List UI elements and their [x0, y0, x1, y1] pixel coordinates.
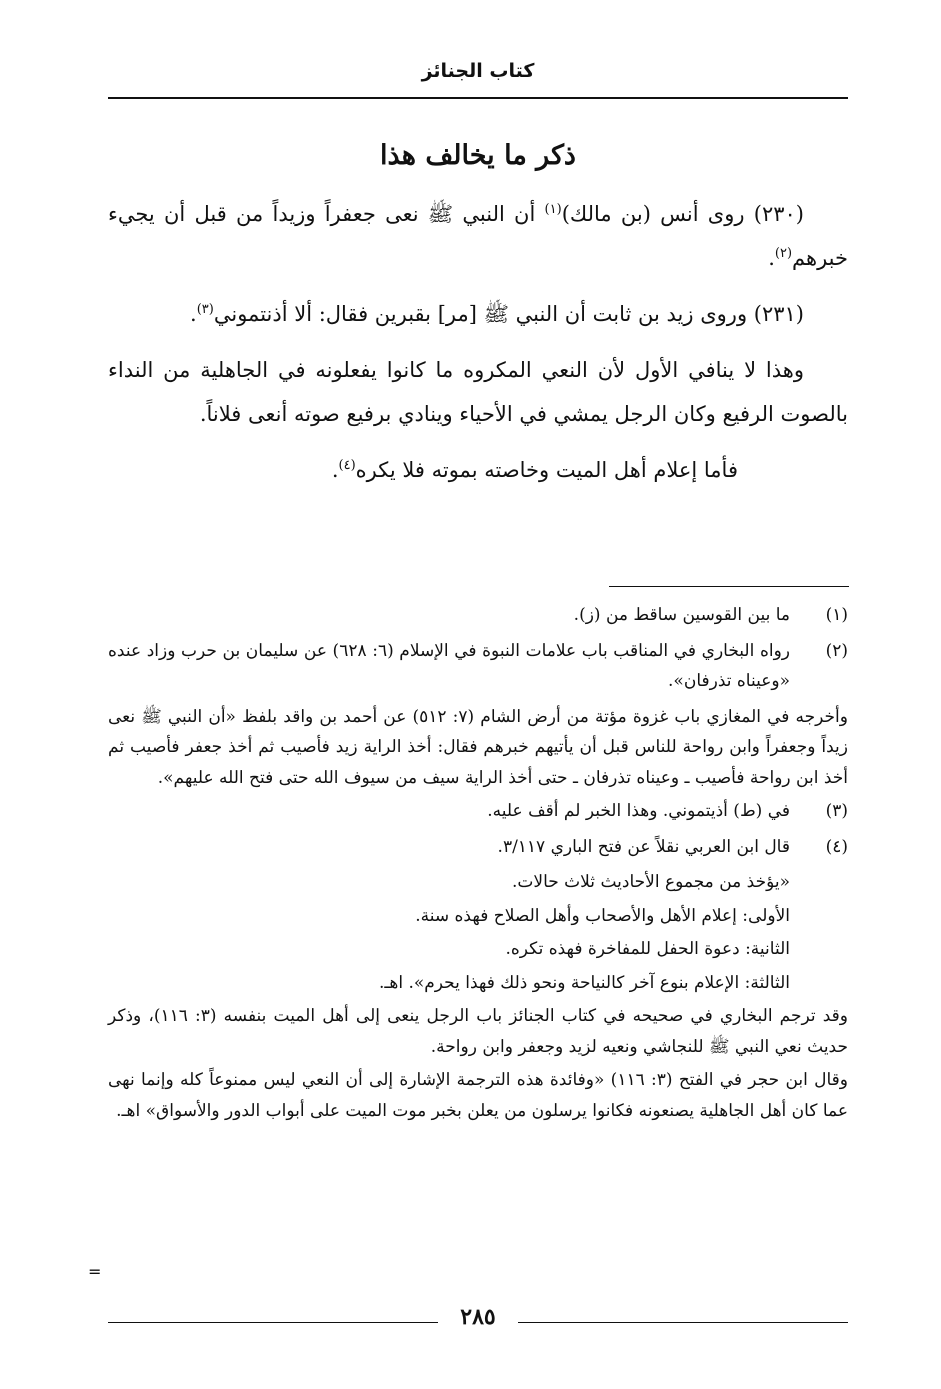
footnote-4: (٤) قال ابن العربي نقلاً عن فتح الباري ٣/١١٧.	[108, 832, 848, 866]
footnote-ref-2[interactable]: (٢)	[774, 246, 793, 261]
footnote-separator	[609, 586, 849, 587]
footnote-3: (٣) في (ط) أذيتموني. وهذا الخبر لم أقف عليه.	[108, 796, 848, 830]
footnote-number: (٣)	[825, 801, 848, 821]
footer-rule-left	[108, 1322, 438, 1323]
footnote-ref-4[interactable]: (٤)	[338, 458, 356, 473]
footer-rule-right	[518, 1322, 848, 1323]
footnote-1: (١) ما بين القوسين ساقط من (ز).	[108, 600, 848, 634]
footnote-number: (٢)	[825, 640, 848, 661]
section-title: ذكر ما يخالف هذا	[380, 140, 576, 171]
footnote-4-continuation: وقال ابن حجر في الفتح (٣: ١١٦) «وفائدة هذه الترجمة الإشارة إلى أن النعي ليس ممنوعاً كله وإنما نهى عما كان أهل الجاهلية يصنعونه فكانوا يرسلون من يعلن بخبر موت الميت على أبواب الدور والأسواق» اهـ.	[108, 1070, 849, 1121]
footnote-number: (٤)	[825, 836, 848, 857]
footnote-4-line: الأولى: إعلام الأهل والأصحاب وأهل الصلاح فهذه سنة.	[415, 905, 790, 926]
footnote-4-line: الثالثة: الإعلام بنوع آخر كالنياحة ونحو ذلك فهذا يحرم». اهـ.	[378, 972, 790, 993]
footnote-ref-3[interactable]: (٣)	[196, 302, 214, 317]
continuation-mark: =	[88, 1262, 102, 1281]
footnote-2: (٢) رواه البخاري في المناقب باب علامات النبوة في الإسلام (٦: ٦٢٨) عن سليمان بن حرب وزاد عنده «وعيناه تذرفان».	[108, 636, 848, 700]
running-head: كتاب الجنائز	[421, 60, 535, 82]
paragraph-conclusion: فأما إعلام أهل الميت وخاصته بموته فلا يكره$^{(٤)}$.	[331, 458, 738, 482]
paragraph-231: (٢٣١) وروى زيد بن ثابت أن النبي ﷺ [مر] بقبرين فقال: ألا أذنتموني$^{(٣)}$.	[190, 302, 804, 326]
page-number: ٢٨٥	[460, 1304, 496, 1330]
header-rule	[108, 97, 848, 99]
footnote-4-continuation: وقد ترجم البخاري في صحيحه في كتاب الجنائز باب الرجل ينعى إلى أهل الميت بنفسه (٣: ١١٦)، وذكر حديث نعي النبي ﷺ للنجاشي ونعيه لزيد وجعفر وابن رواحة.	[108, 1006, 848, 1057]
footnote-2-continuation: وأخرجه في المغازي باب غزوة مؤتة من أرض الشام (٧: ٥١٢) عن أحمد بن واقد بلفظ «أن النبي ﷺ نعى زيداً وجعفراً وابن رواحة للناس قبل أن يأتيهم خبرهم فقال: أخذ الراية زيد فأصيب ثم أخذ جعفر فأصيب ثم أخذ ابن رواحة فأصيب ـ وعيناه تذرفان ـ حتى أخذ الراية سيف من سيوف الله حتى فتح الله عليهم».	[108, 706, 848, 788]
footnote-4-line: «يؤخذ من مجموع الأحاديث ثلاث حالات.	[511, 872, 790, 892]
footnote-ref-1[interactable]: (١)	[544, 202, 562, 217]
paragraph-230: (٢٣٠) روى أنس (بن مالك)$^{(١)}$ أن النبي ﷺ نعى جعفراً وزيداً من قبل أن يجيء خبرهم$^{(٢)}$.	[108, 202, 848, 270]
page-footer	[108, 1300, 848, 1340]
footnote-4-line: الثانية: دعوة الحفل للمفاخرة فهذه تكره.	[505, 939, 790, 959]
footnote-number: (١)	[825, 605, 848, 625]
paragraph-explanation: وهذا لا ينافي الأول لأن النعي المكروه ما كانوا يفعلونه في الجاهلية من النداء بالصوت الرفيع وكان الرجل يمشي في الأحياء وينادي برفيع صوته أنعى فلاناً.	[108, 358, 848, 426]
main-text	[108, 192, 848, 504]
footnotes	[108, 600, 848, 1129]
